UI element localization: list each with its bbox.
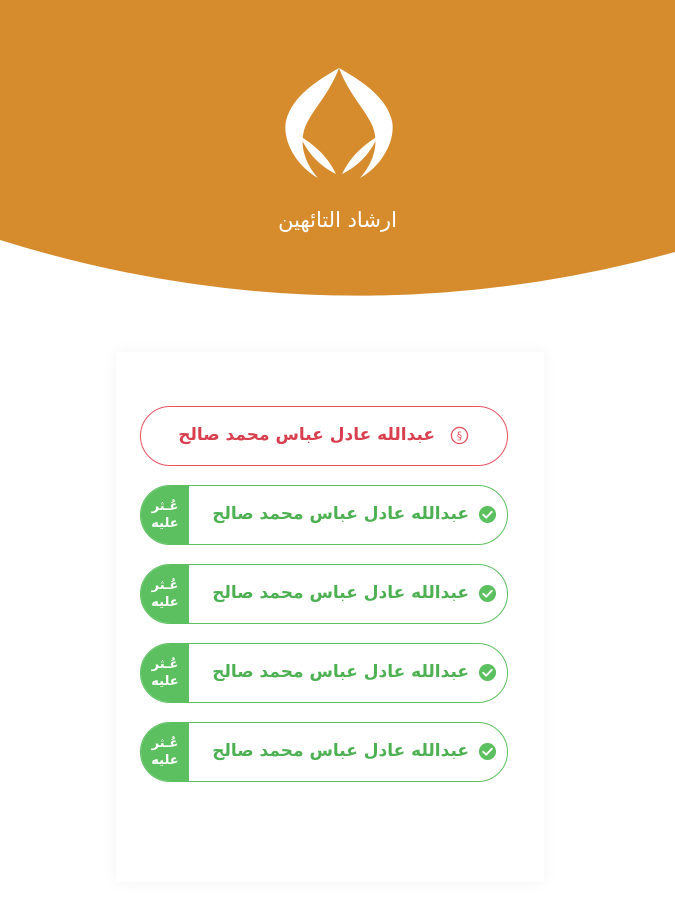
found-badge bbox=[141, 565, 189, 623]
app-logo-icon bbox=[278, 66, 400, 188]
person-name: عبدالله عادل عباس محمد صالح bbox=[178, 425, 435, 445]
search-person-icon bbox=[450, 426, 469, 445]
svg-text:§: § bbox=[456, 430, 463, 443]
check-circle-icon bbox=[478, 505, 497, 524]
list-item[interactable] bbox=[140, 485, 508, 545]
person-name: عبدالله عادل عباس محمد صالح bbox=[212, 583, 469, 603]
list-item[interactable] bbox=[140, 643, 508, 703]
found-badge-line1: عُـثر bbox=[151, 578, 179, 593]
found-badge-line1: عُـثر bbox=[151, 657, 179, 672]
list-item[interactable] bbox=[140, 406, 508, 466]
found-badge-line2: عليه bbox=[151, 753, 179, 768]
list-item[interactable] bbox=[140, 722, 508, 782]
found-badge bbox=[141, 486, 189, 544]
found-badge-line2: عليه bbox=[151, 674, 179, 689]
list-item[interactable] bbox=[140, 564, 508, 624]
found-badge bbox=[141, 644, 189, 702]
check-circle-icon bbox=[478, 742, 497, 761]
found-badge-line2: عليه bbox=[151, 516, 179, 531]
check-circle-icon bbox=[478, 584, 497, 603]
check-circle-icon bbox=[478, 663, 497, 682]
person-name: عبدالله عادل عباس محمد صالح bbox=[212, 504, 469, 524]
found-badge-line1: عُـثر bbox=[151, 499, 179, 514]
person-name: عبدالله عادل عباس محمد صالح bbox=[212, 662, 469, 682]
found-badge bbox=[141, 723, 189, 781]
app-title: ارشاد التائهين bbox=[278, 208, 397, 232]
person-name: عبدالله عادل عباس محمد صالح bbox=[212, 741, 469, 761]
found-badge-line1: عُـثر bbox=[151, 736, 179, 751]
found-badge-line2: عليه bbox=[151, 595, 179, 610]
